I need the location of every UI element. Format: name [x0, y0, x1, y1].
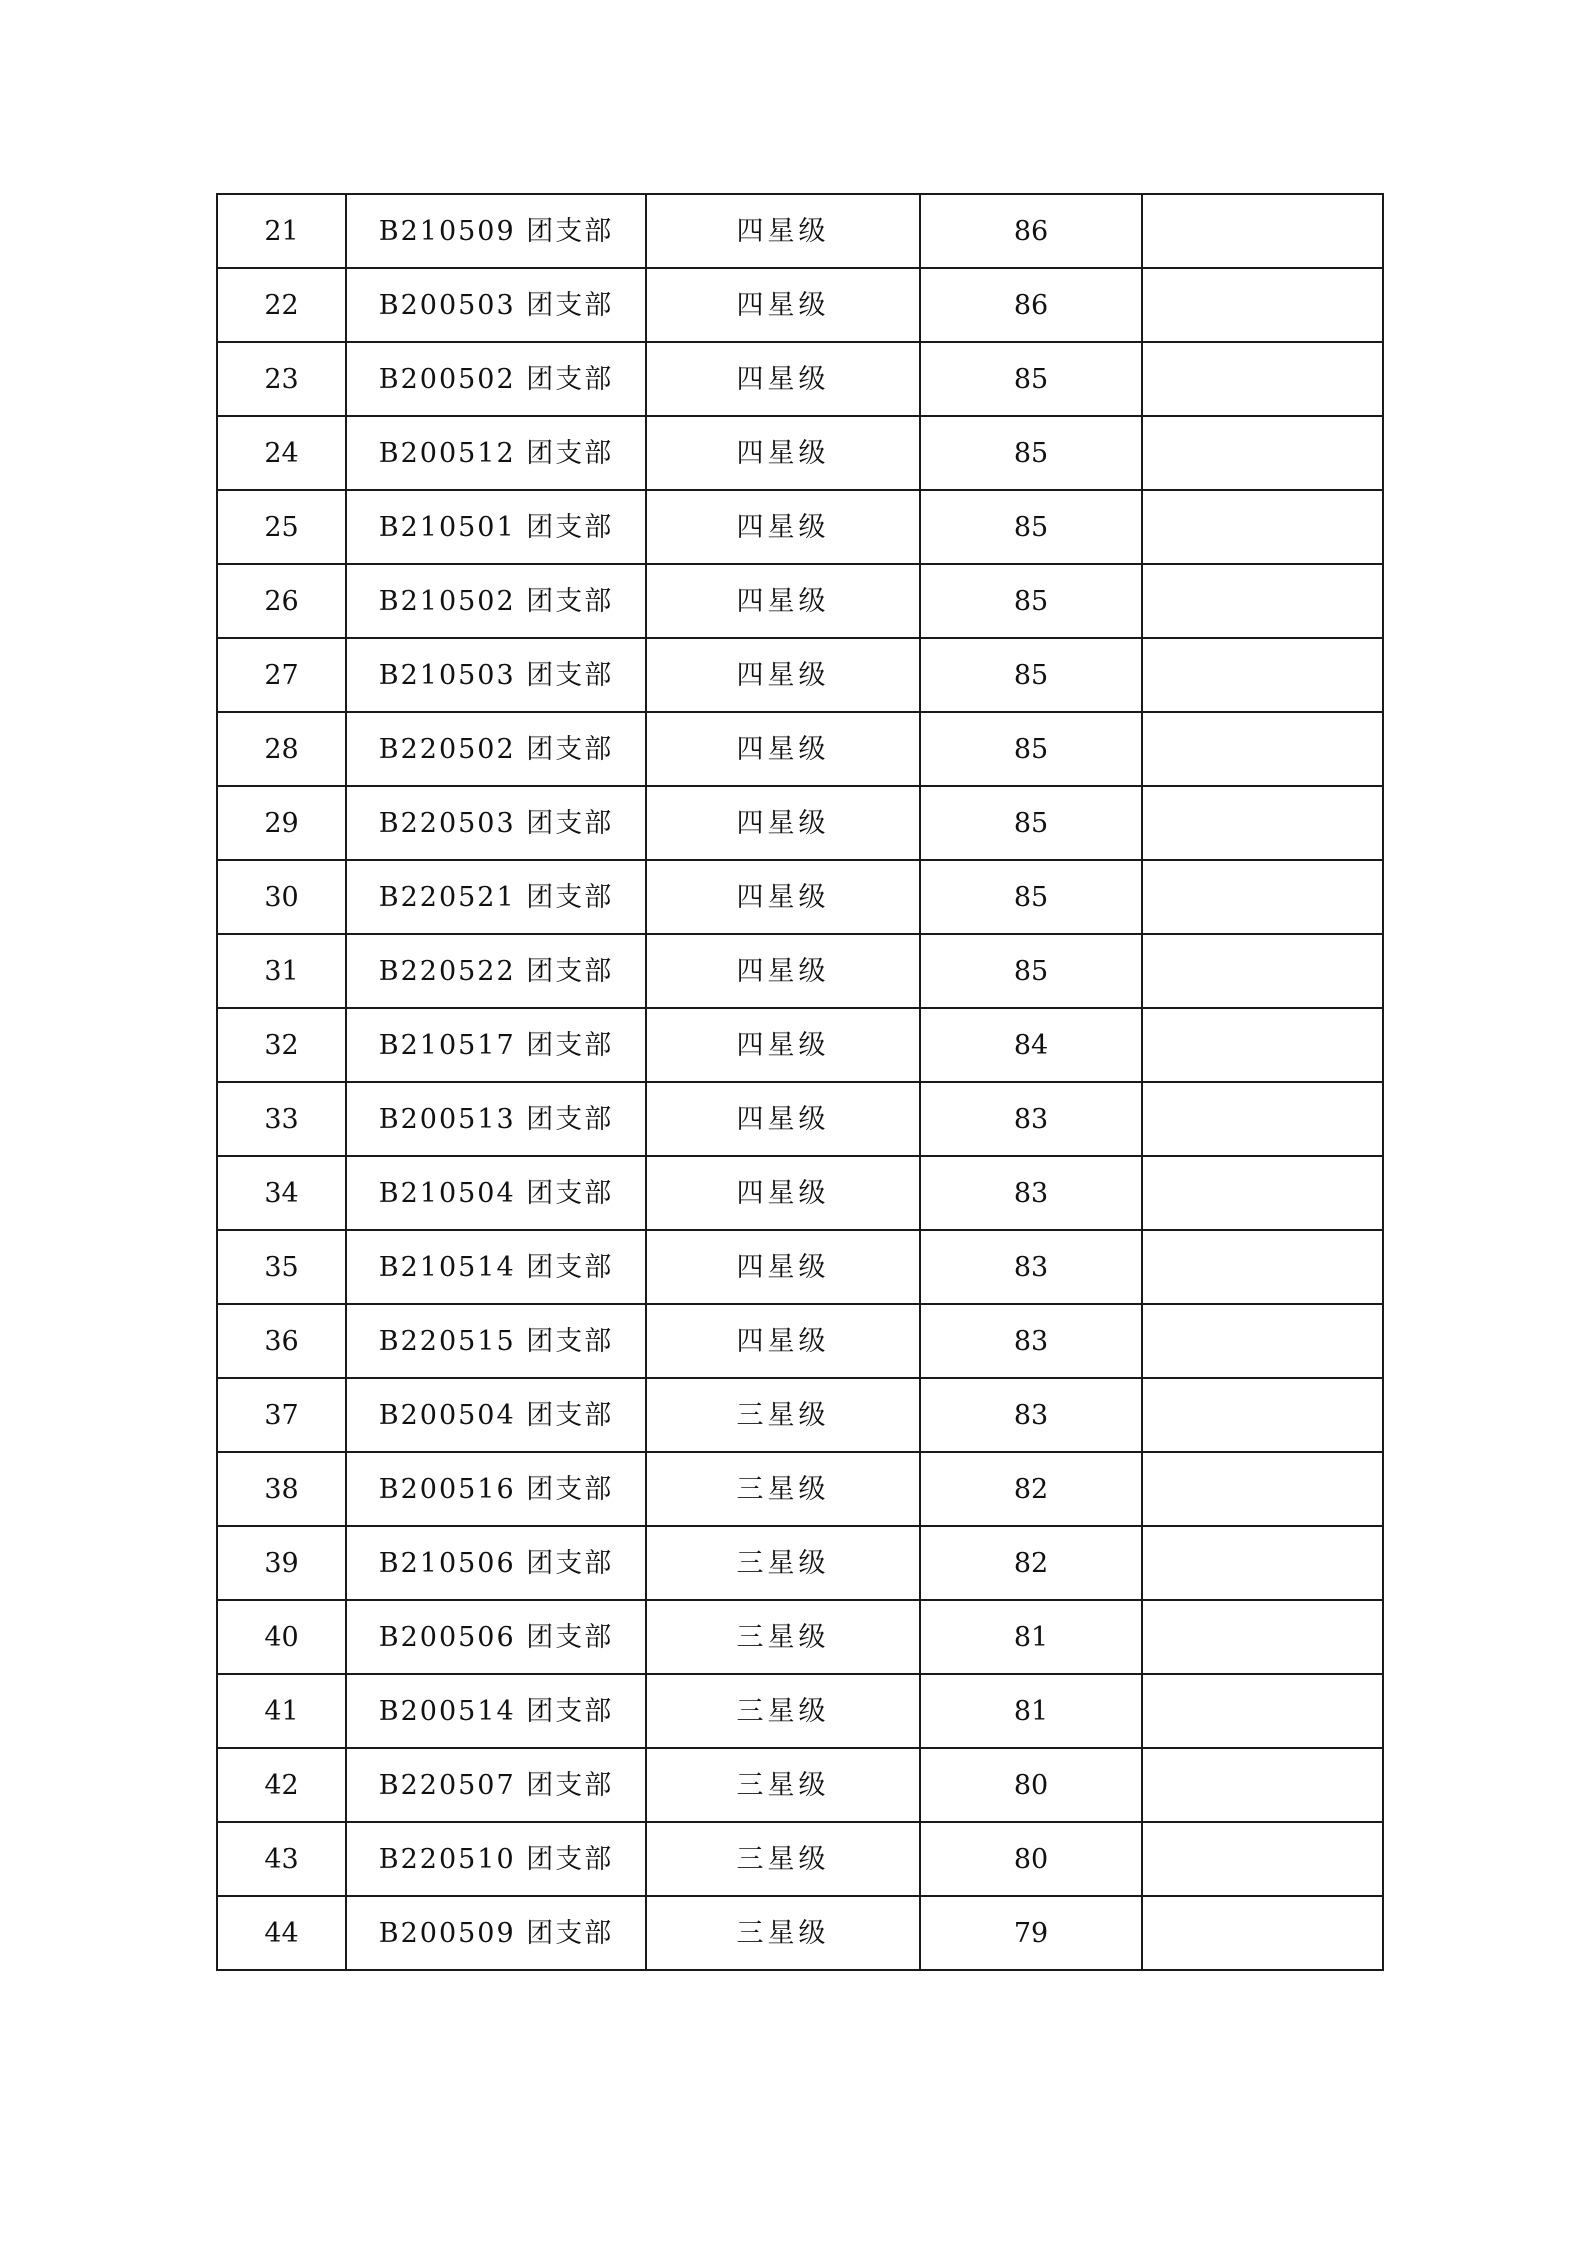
score-cell: 83 [920, 1304, 1142, 1378]
score-cell: 83 [920, 1378, 1142, 1452]
branch-name-cell: B200512 团支部 [346, 416, 646, 490]
score-cell: 83 [920, 1230, 1142, 1304]
star-level-cell: 四星级 [646, 342, 920, 416]
remark-cell [1142, 342, 1383, 416]
table-row [217, 268, 1383, 342]
table-row [217, 1082, 1383, 1156]
score-cell: 85 [920, 638, 1142, 712]
remark-cell [1142, 1008, 1383, 1082]
ranking-table [216, 193, 1384, 1971]
table-row [217, 1304, 1383, 1378]
table-row [217, 1008, 1383, 1082]
row-number-cell: 32 [217, 1008, 346, 1082]
table-row [217, 1896, 1383, 1970]
row-number-cell: 33 [217, 1082, 346, 1156]
branch-name-cell: B210517 团支部 [346, 1008, 646, 1082]
score-cell: 86 [920, 268, 1142, 342]
score-cell: 85 [920, 416, 1142, 490]
remark-cell [1142, 1822, 1383, 1896]
table-row [217, 342, 1383, 416]
remark-cell [1142, 416, 1383, 490]
remark-cell [1142, 268, 1383, 342]
branch-name-cell: B220502 团支部 [346, 712, 646, 786]
table-row [217, 1156, 1383, 1230]
table-row [217, 934, 1383, 1008]
score-cell: 85 [920, 934, 1142, 1008]
table-row [217, 416, 1383, 490]
row-number-cell: 29 [217, 786, 346, 860]
branch-name-cell: B200506 团支部 [346, 1600, 646, 1674]
star-level-cell: 四星级 [646, 1304, 920, 1378]
branch-name-cell: B220510 团支部 [346, 1822, 646, 1896]
remark-cell [1142, 1082, 1383, 1156]
star-level-cell: 四星级 [646, 564, 920, 638]
score-cell: 81 [920, 1674, 1142, 1748]
branch-name-cell: B200513 团支部 [346, 1082, 646, 1156]
table-row [217, 638, 1383, 712]
branch-name-cell: B220503 团支部 [346, 786, 646, 860]
row-number-cell: 30 [217, 860, 346, 934]
score-cell: 85 [920, 342, 1142, 416]
remark-cell [1142, 1674, 1383, 1748]
table-row [217, 1674, 1383, 1748]
star-level-cell: 四星级 [646, 1230, 920, 1304]
score-cell: 83 [920, 1156, 1142, 1230]
branch-name-cell: B210504 团支部 [346, 1156, 646, 1230]
branch-name-cell: B200516 团支部 [346, 1452, 646, 1526]
star-level-cell: 三星级 [646, 1600, 920, 1674]
score-cell: 79 [920, 1896, 1142, 1970]
score-cell: 86 [920, 194, 1142, 268]
score-cell: 84 [920, 1008, 1142, 1082]
row-number-cell: 23 [217, 342, 346, 416]
score-cell: 83 [920, 1082, 1142, 1156]
star-level-cell: 三星级 [646, 1896, 920, 1970]
score-cell: 81 [920, 1600, 1142, 1674]
star-level-cell: 三星级 [646, 1674, 920, 1748]
table-row [217, 712, 1383, 786]
table-row [217, 1452, 1383, 1526]
row-number-cell: 40 [217, 1600, 346, 1674]
branch-name-cell: B220522 团支部 [346, 934, 646, 1008]
remark-cell [1142, 1304, 1383, 1378]
remark-cell [1142, 1156, 1383, 1230]
star-level-cell: 三星级 [646, 1452, 920, 1526]
row-number-cell: 25 [217, 490, 346, 564]
star-level-cell: 四星级 [646, 638, 920, 712]
remark-cell [1142, 638, 1383, 712]
branch-name-cell: B210509 团支部 [346, 194, 646, 268]
score-cell: 80 [920, 1822, 1142, 1896]
branch-name-cell: B220521 团支部 [346, 860, 646, 934]
row-number-cell: 37 [217, 1378, 346, 1452]
branch-name-cell: B210502 团支部 [346, 564, 646, 638]
branch-name-cell: B200514 团支部 [346, 1674, 646, 1748]
row-number-cell: 43 [217, 1822, 346, 1896]
ranking-table-body [217, 194, 1383, 1970]
table-row [217, 860, 1383, 934]
remark-cell [1142, 1748, 1383, 1822]
branch-name-cell: B200509 团支部 [346, 1896, 646, 1970]
star-level-cell: 三星级 [646, 1822, 920, 1896]
branch-name-cell: B220507 团支部 [346, 1748, 646, 1822]
branch-name-cell: B210503 团支部 [346, 638, 646, 712]
remark-cell [1142, 786, 1383, 860]
star-level-cell: 四星级 [646, 860, 920, 934]
star-level-cell: 三星级 [646, 1526, 920, 1600]
row-number-cell: 44 [217, 1896, 346, 1970]
row-number-cell: 31 [217, 934, 346, 1008]
star-level-cell: 四星级 [646, 712, 920, 786]
branch-name-cell: B210501 团支部 [346, 490, 646, 564]
score-cell: 85 [920, 786, 1142, 860]
star-level-cell: 四星级 [646, 268, 920, 342]
row-number-cell: 24 [217, 416, 346, 490]
branch-name-cell: B200503 团支部 [346, 268, 646, 342]
branch-name-cell: B210514 团支部 [346, 1230, 646, 1304]
row-number-cell: 27 [217, 638, 346, 712]
remark-cell [1142, 1896, 1383, 1970]
remark-cell [1142, 860, 1383, 934]
remark-cell [1142, 1600, 1383, 1674]
table-row [217, 1600, 1383, 1674]
branch-name-cell: B200502 团支部 [346, 342, 646, 416]
remark-cell [1142, 490, 1383, 564]
star-level-cell: 四星级 [646, 1082, 920, 1156]
row-number-cell: 36 [217, 1304, 346, 1378]
score-cell: 85 [920, 564, 1142, 638]
table-row [217, 564, 1383, 638]
row-number-cell: 38 [217, 1452, 346, 1526]
row-number-cell: 39 [217, 1526, 346, 1600]
branch-name-cell: B210506 团支部 [346, 1526, 646, 1600]
score-cell: 85 [920, 860, 1142, 934]
score-cell: 82 [920, 1452, 1142, 1526]
remark-cell [1142, 1452, 1383, 1526]
table-row [217, 490, 1383, 564]
remark-cell [1142, 194, 1383, 268]
branch-name-cell: B220515 团支部 [346, 1304, 646, 1378]
score-cell: 85 [920, 490, 1142, 564]
row-number-cell: 28 [217, 712, 346, 786]
star-level-cell: 四星级 [646, 1008, 920, 1082]
score-cell: 82 [920, 1526, 1142, 1600]
remark-cell [1142, 712, 1383, 786]
remark-cell [1142, 934, 1383, 1008]
star-level-cell: 四星级 [646, 934, 920, 1008]
remark-cell [1142, 1378, 1383, 1452]
table-row [217, 1526, 1383, 1600]
table-row [217, 1230, 1383, 1304]
star-level-cell: 四星级 [646, 490, 920, 564]
remark-cell [1142, 1526, 1383, 1600]
table-row [217, 194, 1383, 268]
row-number-cell: 41 [217, 1674, 346, 1748]
score-cell: 85 [920, 712, 1142, 786]
star-level-cell: 三星级 [646, 1378, 920, 1452]
star-level-cell: 四星级 [646, 416, 920, 490]
row-number-cell: 35 [217, 1230, 346, 1304]
row-number-cell: 34 [217, 1156, 346, 1230]
remark-cell [1142, 1230, 1383, 1304]
table-row [217, 1748, 1383, 1822]
row-number-cell: 22 [217, 268, 346, 342]
star-level-cell: 四星级 [646, 786, 920, 860]
row-number-cell: 42 [217, 1748, 346, 1822]
score-cell: 80 [920, 1748, 1142, 1822]
branch-name-cell: B200504 团支部 [346, 1378, 646, 1452]
row-number-cell: 21 [217, 194, 346, 268]
table-row [217, 786, 1383, 860]
remark-cell [1142, 564, 1383, 638]
table-row [217, 1378, 1383, 1452]
table-row [217, 1822, 1383, 1896]
star-level-cell: 四星级 [646, 194, 920, 268]
star-level-cell: 三星级 [646, 1748, 920, 1822]
star-level-cell: 四星级 [646, 1156, 920, 1230]
row-number-cell: 26 [217, 564, 346, 638]
